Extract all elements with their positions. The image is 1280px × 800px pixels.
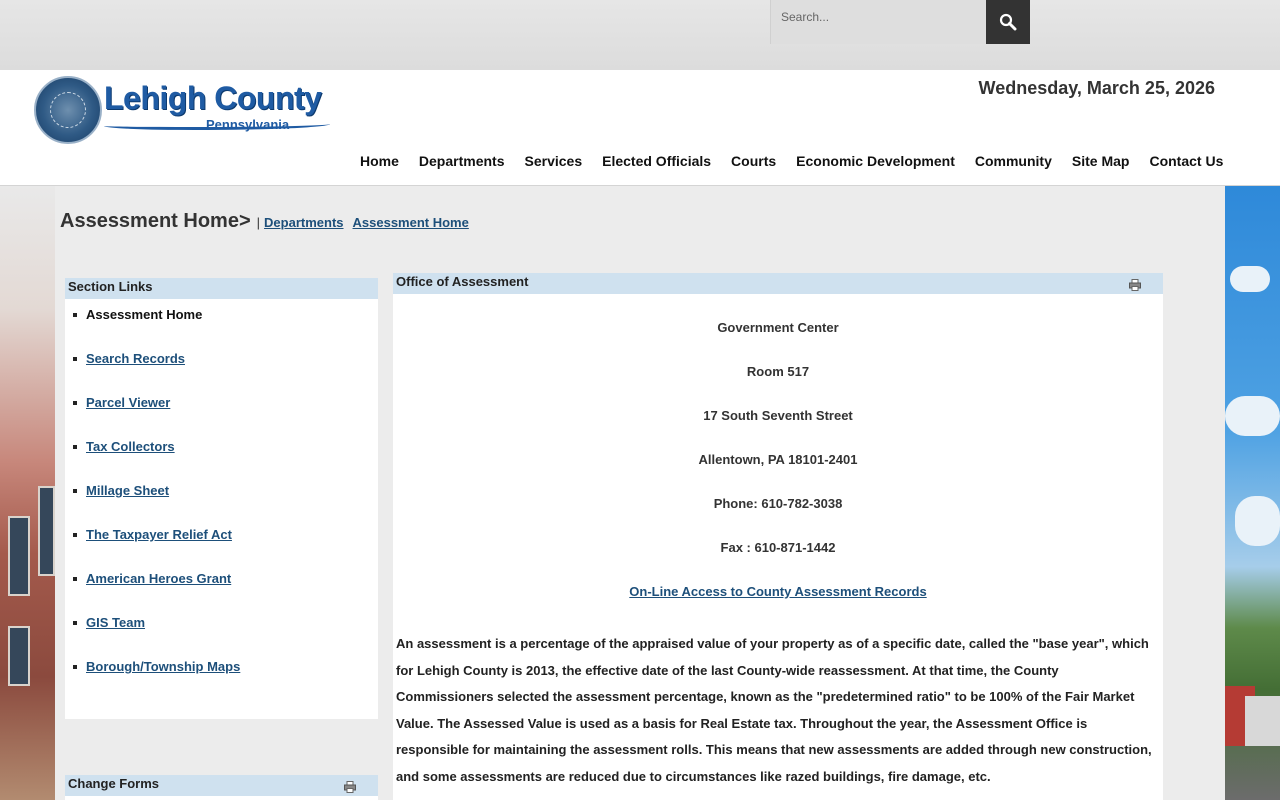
search-icon <box>999 13 1017 31</box>
nav-community[interactable]: Community <box>974 153 1052 169</box>
breadcrumb <box>60 210 478 233</box>
list-item <box>73 527 378 571</box>
change-forms-panel <box>65 775 378 800</box>
section-link-tax-collectors[interactable]: Tax Collectors <box>86 439 175 454</box>
breadcrumb-separator: | <box>256 215 261 230</box>
logo-subtitle: Pennsylvania <box>206 117 290 132</box>
office-title-label: Office of Assessment <box>396 274 529 289</box>
list-item <box>73 615 378 659</box>
breadcrumb-departments[interactable]: Departments <box>264 215 344 230</box>
list-item <box>73 351 378 395</box>
address-line: 17 South Seventh Street <box>703 408 853 423</box>
county-seal-icon <box>34 76 102 144</box>
section-link-parcel-viewer[interactable]: Parcel Viewer <box>86 395 171 410</box>
section-links-list <box>65 299 378 703</box>
section-links-panel <box>65 278 378 719</box>
main-content <box>55 186 1225 800</box>
current-date: Wednesday, March 25, 2026 <box>978 78 1215 98</box>
list-item <box>73 659 378 703</box>
main-nav <box>350 153 1233 173</box>
nav-contact-us[interactable]: Contact Us <box>1149 153 1224 169</box>
list-item <box>73 483 378 527</box>
print-icon[interactable] <box>344 781 356 793</box>
list-item <box>73 439 378 483</box>
office-title <box>393 273 1163 294</box>
office-address <box>393 294 1163 628</box>
address-line: Allentown, PA 18101-2401 <box>698 452 858 467</box>
nav-services[interactable]: Services <box>524 153 583 169</box>
search-input[interactable] <box>771 0 987 32</box>
section-link-taxpayer-relief-act[interactable]: The Taxpayer Relief Act <box>86 527 232 542</box>
page-title: Assessment Home> <box>60 210 251 232</box>
site-header <box>0 70 1280 186</box>
fax-number: Fax : 610-871-1442 <box>720 540 836 555</box>
section-link-millage-sheet[interactable]: Millage Sheet <box>86 483 170 498</box>
print-icon[interactable] <box>1129 279 1141 291</box>
nav-departments[interactable]: Departments <box>418 153 505 169</box>
background-photo-left <box>0 186 55 800</box>
section-link-borough-township-maps[interactable]: Borough/Township Maps <box>86 659 241 674</box>
online-access-link[interactable]: On-Line Access to County Assessment Records <box>629 584 927 599</box>
list-item <box>73 571 378 615</box>
section-link-gis-team[interactable]: GIS Team <box>86 615 146 630</box>
list-item <box>73 395 378 439</box>
phone-number: Phone: 610-782-3038 <box>713 496 843 511</box>
list-item <box>73 307 378 351</box>
assessment-description: An assessment is a percentage of the appraised value of your property as of a specific date, called the "base year", which for Lehigh County is 2013, the effective date of the last County-wide reassessment. At that time, the County Commissioners selected the assessment percentage, known as the "predetermined ratio" to be 100% of the Fair Market Value. The Assessed Value is used as a basis for Real Estate tax. Throughout the year, the Assessment Office is responsible for maintaining the assessment rolls. This means that new assessments are added through new construction, and some assessments are reduced due to circumstances like razed buildings, fire damage, etc. <box>396 636 1152 784</box>
nav-home[interactable]: Home <box>360 153 399 169</box>
top-bar <box>0 0 1280 70</box>
nav-elected-officials[interactable]: Elected Officials <box>602 153 712 169</box>
search-box <box>770 0 986 44</box>
background-photo-right <box>1225 186 1280 800</box>
section-link-assessment-home: Assessment Home <box>86 307 203 322</box>
county-logo[interactable] <box>34 76 334 146</box>
nav-economic-development[interactable]: Economic Development <box>796 153 955 169</box>
change-forms-title <box>65 775 378 796</box>
section-links-title: Section Links <box>65 278 378 299</box>
change-forms-label: Change Forms <box>68 776 160 791</box>
breadcrumb-assessment-home[interactable]: Assessment Home <box>352 215 469 230</box>
address-line: Room 517 <box>746 364 810 379</box>
office-of-assessment-panel <box>393 273 1163 800</box>
logo-title: Lehigh County <box>104 80 322 116</box>
section-link-search-records[interactable]: Search Records <box>86 351 185 366</box>
nav-courts[interactable]: Courts <box>731 153 777 169</box>
section-link-american-heroes-grant[interactable]: American Heroes Grant <box>86 571 232 586</box>
search-button[interactable] <box>986 0 1030 44</box>
nav-site-map[interactable]: Site Map <box>1071 153 1130 169</box>
address-line: Government Center <box>717 320 839 335</box>
